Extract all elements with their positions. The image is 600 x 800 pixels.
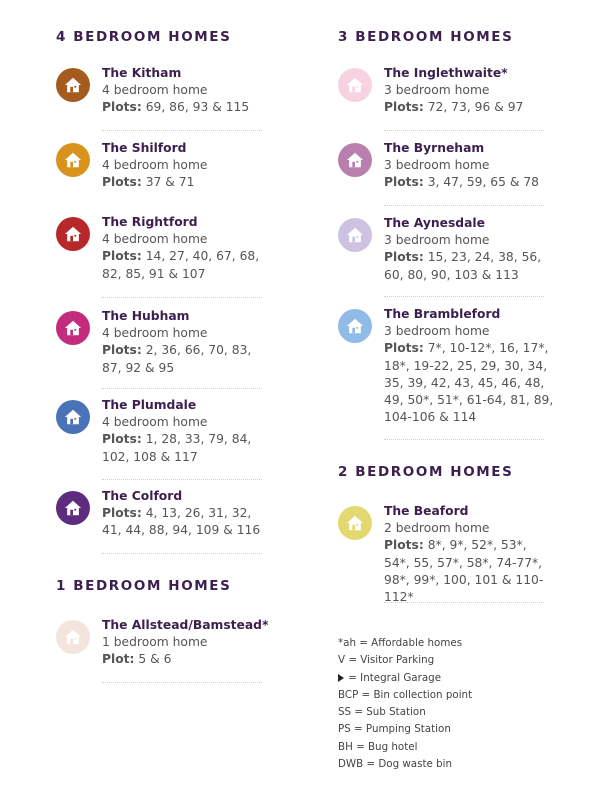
- home-name: The Allstead/Bamstead*: [102, 618, 269, 632]
- plots-value: 4, 13, 26, 31, 32, 41, 44, 88, 94, 109 & 116: [102, 506, 261, 538]
- legend-item: SS = Sub Station: [338, 706, 426, 719]
- plots-value: 5 & 6: [138, 652, 172, 667]
- house-icon: [338, 68, 372, 102]
- divider: [384, 205, 544, 206]
- home-name: The Hubham: [102, 309, 190, 323]
- home-plots: [384, 340, 554, 426]
- plots-value: 14, 27, 40, 67, 68, 82, 85, 91 & 107: [102, 249, 260, 281]
- plots-label: Plots:: [384, 538, 424, 553]
- plots-value: 69, 86, 93 & 115: [145, 100, 250, 115]
- house-icon: [56, 68, 90, 102]
- legend-item: *ah = Affordable homes: [338, 637, 463, 649]
- home-type: 4 bedroom home: [102, 415, 208, 430]
- plots-label: Plots:: [384, 175, 424, 190]
- plots-value: 8*, 9*, 52*, 53*, 54*, 55, 57*, 58*, 74-77*, 98*, 99*, 100, 101 & 110-112*: [384, 538, 544, 605]
- house-icon: [338, 506, 372, 540]
- divider: [102, 479, 262, 480]
- plots-label: Plots:: [102, 249, 142, 264]
- divider: [384, 296, 544, 297]
- home-type: 4 bedroom home: [102, 83, 208, 98]
- home-name: The Brambleford: [384, 307, 501, 321]
- home-name: The Shilford: [102, 141, 187, 155]
- house-icon: [56, 400, 90, 434]
- plots-label: Plots:: [384, 100, 424, 115]
- plots-value: 2, 36, 66, 70, 83, 87, 92 & 95: [102, 343, 252, 375]
- home-type: 3 bedroom home: [384, 324, 490, 339]
- home-name: The Byrneham: [384, 141, 485, 155]
- home-type: 3 bedroom home: [384, 233, 490, 248]
- plots-label: Plots:: [102, 432, 142, 447]
- divider: [384, 130, 544, 131]
- plots-label: Plots:: [102, 343, 142, 358]
- house-icon: [56, 217, 90, 251]
- divider: [102, 682, 262, 683]
- legend-text: = Integral Garage: [348, 671, 442, 684]
- home-plots: [102, 651, 272, 668]
- home-type: 3 bedroom home: [384, 83, 490, 98]
- home-type: 4 bedroom home: [102, 158, 208, 173]
- divider: [384, 602, 544, 603]
- home-plots: [102, 431, 272, 465]
- home-plots: [102, 99, 272, 116]
- home-type: 4 bedroom home: [102, 326, 208, 341]
- home-plots: [384, 174, 554, 191]
- legend-item-garage: [338, 670, 472, 687]
- section-title-3-bedroom: 3 BEDROOM HOMES: [338, 29, 514, 45]
- home-name: The Kitham: [102, 66, 182, 80]
- home-name: The Rightford: [102, 215, 198, 229]
- plots-value: 1, 28, 33, 79, 84, 102, 108 & 117: [102, 432, 252, 464]
- home-plots: [102, 248, 272, 282]
- legend-item: V = Visitor Parking: [338, 654, 435, 667]
- plots-value: 3, 47, 59, 65 & 78: [427, 175, 539, 190]
- section-title-4-bedroom: 4 BEDROOM HOMES: [56, 29, 232, 45]
- divider: [102, 297, 262, 298]
- plots-label: Plots:: [384, 341, 424, 356]
- plots-label: Plots:: [102, 175, 142, 190]
- section-title-1-bedroom: 1 BEDROOM HOMES: [56, 578, 232, 594]
- plots-value: 72, 73, 96 & 97: [427, 100, 524, 115]
- home-plots: [384, 249, 554, 283]
- divider: [384, 439, 544, 440]
- home-plots: [102, 174, 272, 191]
- triangle-right-icon: [338, 674, 344, 682]
- house-icon: [338, 143, 372, 177]
- home-name: The Aynesdale: [384, 216, 485, 230]
- plots-value: 15, 23, 24, 38, 56, 60, 80, 90, 103 & 113: [384, 250, 542, 282]
- house-icon: [56, 143, 90, 177]
- home-plots: [102, 342, 272, 376]
- house-icon: [56, 311, 90, 345]
- home-type: 4 bedroom home: [102, 232, 208, 247]
- plots-label: Plots:: [102, 506, 142, 521]
- house-icon: [56, 620, 90, 654]
- home-type: 3 bedroom home: [384, 158, 490, 173]
- home-plots: [384, 537, 554, 606]
- legend-item: BCP = Bin collection point: [338, 688, 473, 701]
- house-icon: [338, 309, 372, 343]
- house-icon: [338, 218, 372, 252]
- house-icon: [56, 491, 90, 525]
- home-name: The Colford: [102, 489, 183, 503]
- legend-item: BH = Bug hotel: [338, 740, 418, 753]
- legend-item: PS = Pumping Station: [338, 723, 451, 736]
- legend: [338, 635, 472, 773]
- home-name: The Beaford: [384, 504, 469, 518]
- home-type: 1 bedroom home: [102, 635, 208, 650]
- divider: [102, 553, 262, 554]
- legend-item: DWB = Dog waste bin: [338, 758, 453, 771]
- home-type: 2 bedroom home: [384, 521, 490, 536]
- home-plots: [384, 99, 554, 116]
- home-plots: [102, 505, 272, 539]
- plots-label: Plots:: [384, 250, 424, 265]
- plots-label: Plot:: [102, 652, 135, 667]
- plots-label: Plots:: [102, 100, 142, 115]
- section-title-2-bedroom: 2 BEDROOM HOMES: [338, 464, 514, 480]
- home-name: The Plumdale: [102, 398, 197, 412]
- plots-value: 7*, 10-12*, 16, 17*, 18*, 19-22, 25, 29, 30, 34, 35, 39, 42, 43, 45, 46, 48, 49, 50*, 51*, 61-64, 81, 89, 104-106 & 114: [384, 341, 554, 425]
- plots-value: 37 & 71: [145, 175, 195, 190]
- divider: [102, 388, 262, 389]
- home-name: The Inglethwaite*: [384, 66, 508, 80]
- divider: [102, 130, 262, 131]
